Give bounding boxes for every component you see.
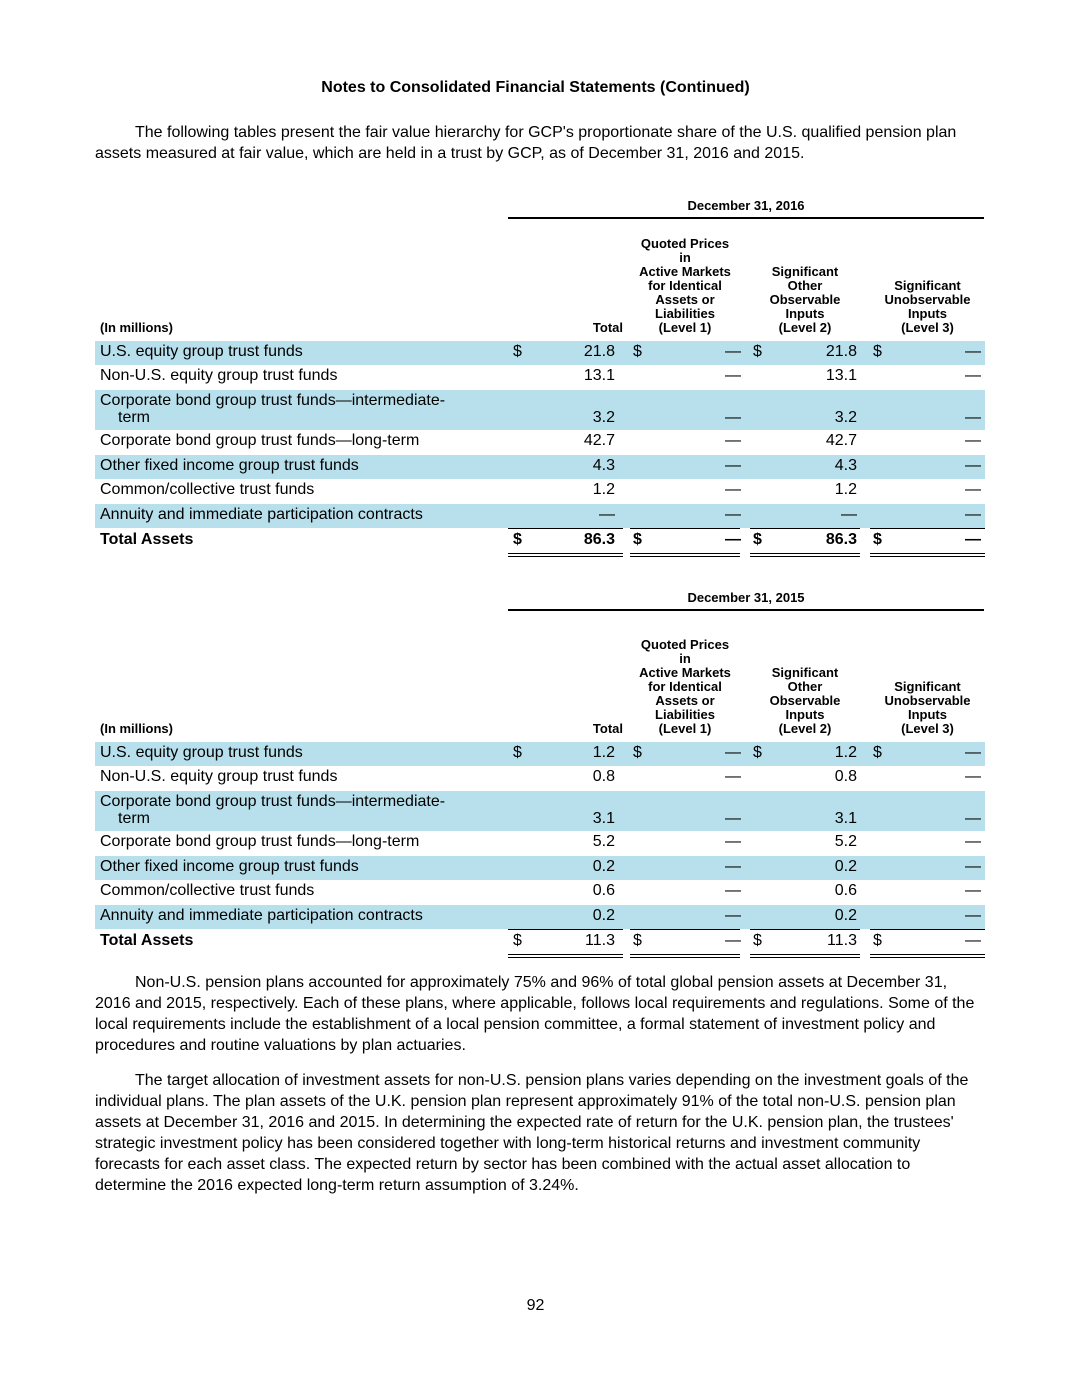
header-line: (Level 3): [901, 721, 954, 736]
subtotal-rule: [630, 528, 740, 529]
table-row: [95, 766, 985, 791]
level3-value: —: [965, 858, 981, 875]
level1-value: —: [725, 367, 741, 384]
intro-text: The following tables present the fair value hierarchy for GCP's proportionate share of the U.S. qualified pension plan assets measured at fair value, which are held in a trust by GCP, as of December 31, 2016 and 2015.: [95, 124, 957, 162]
row-label: Non-U.S. equity group trust funds: [100, 367, 338, 384]
level2-value: 1.2: [834, 481, 857, 498]
total-value: 0.2: [592, 858, 615, 875]
total-value: 13.1: [583, 367, 615, 384]
page-number: 92: [526, 1297, 545, 1314]
total-header: Total: [592, 320, 623, 335]
total-double-rule: [870, 954, 985, 958]
table-row: [95, 880, 985, 905]
dollar-sign: $: [633, 343, 642, 360]
total-value: 11.3: [585, 932, 615, 949]
level3-value: —: [965, 367, 981, 384]
level3-value: —: [965, 833, 981, 850]
total-value: 0.8: [592, 768, 615, 785]
row-label: Corporate bond group trust funds—long-term: [100, 432, 420, 449]
header-line: for Identical: [648, 278, 722, 293]
level1-value: —: [725, 744, 741, 761]
header-line: Inputs: [908, 306, 947, 321]
table-body: [95, 341, 985, 554]
level1-value: —: [725, 531, 741, 548]
dollar-sign: $: [873, 531, 882, 548]
subtotal-rule: [870, 528, 985, 529]
table-row: [95, 504, 985, 528]
table-row: [95, 856, 985, 880]
total-value: 0.6: [592, 882, 615, 899]
level2-header: [750, 265, 860, 335]
level2-value: 3.1: [834, 810, 857, 827]
table-row: [95, 742, 985, 766]
header-line: Significant: [894, 278, 961, 293]
subtotal-rule: [750, 528, 860, 529]
row-label: Other fixed income group trust funds: [100, 457, 359, 474]
target-allocation-paragraph: [95, 1070, 985, 1196]
row-label: Annuity and immediate participation contracts: [100, 506, 423, 523]
subtotal-rule: [630, 929, 740, 930]
dollar-sign: $: [633, 744, 642, 761]
subtotal-rule: [508, 929, 623, 930]
level2-header: [750, 666, 860, 736]
header-line: (Level 2): [778, 320, 832, 335]
header-line: Unobservable: [884, 292, 971, 307]
row-label: Other fixed income group trust funds: [100, 858, 359, 875]
table-row: [95, 905, 985, 929]
level1-value: —: [725, 833, 741, 850]
table-row: [95, 390, 985, 430]
header-line: Inputs: [908, 707, 947, 722]
total-value: 1.2: [592, 744, 615, 761]
units-header: (In millions): [100, 320, 173, 335]
intro-paragraph: [95, 122, 985, 164]
header-line: Inputs: [785, 306, 825, 321]
level2-value: —: [841, 506, 857, 523]
row-label: Corporate bond group trust funds—intermediate-: [100, 793, 446, 810]
level1-value: —: [725, 481, 741, 498]
level1-value: —: [725, 343, 741, 360]
level3-value: —: [965, 907, 981, 924]
level2-value: 11.3: [827, 932, 857, 949]
header-line: Active Markets: [639, 264, 731, 279]
header-line: Inputs: [785, 707, 825, 722]
total-double-rule: [508, 553, 623, 557]
dollar-sign: $: [753, 531, 762, 548]
header-line: Liabilities: [655, 707, 715, 722]
total-value: 4.3: [592, 457, 615, 474]
level2-value: 86.3: [825, 531, 857, 548]
level3-value: —: [965, 882, 981, 899]
dollar-sign: $: [633, 932, 642, 949]
non-us-plans-paragraph: [95, 972, 985, 1056]
total-value: 5.2: [592, 833, 615, 850]
total-row: [95, 528, 985, 554]
level3-value: —: [965, 506, 981, 523]
level1-value: —: [725, 932, 741, 949]
row-label: Annuity and immediate participation contracts: [100, 907, 423, 924]
header-line: Assets or: [655, 292, 715, 307]
total-header: Total: [592, 721, 623, 736]
total-value: 21.8: [583, 343, 615, 360]
total-value: 86.3: [583, 531, 615, 548]
header-line: Other: [787, 278, 823, 293]
level3-value: —: [965, 457, 981, 474]
header-line: Quoted Prices: [640, 637, 730, 652]
level2-value: 0.2: [834, 858, 857, 875]
level2-value: 0.8: [834, 768, 857, 785]
level3-value: —: [965, 744, 981, 761]
header-line: (Level 2): [778, 721, 832, 736]
level3-value: —: [965, 932, 981, 949]
total-value: —: [599, 506, 615, 523]
level1-value: —: [725, 810, 741, 827]
header-line: Observable: [769, 693, 841, 708]
level3-value: —: [965, 409, 981, 426]
level3-value: —: [965, 531, 981, 548]
level2-value: 13.1: [825, 367, 857, 384]
level3-value: —: [965, 810, 981, 827]
total-value: 1.2: [592, 481, 615, 498]
header-line: (Level 1): [658, 320, 712, 335]
table-year-header: December 31, 2015: [508, 589, 984, 611]
dollar-sign: $: [753, 932, 762, 949]
page-title: Notes to Consolidated Financial Statements (Continued): [321, 79, 750, 96]
dollar-sign: $: [873, 343, 882, 360]
row-label: Total Assets: [100, 932, 194, 949]
row-label: Total Assets: [100, 531, 194, 548]
dollar-sign: $: [513, 744, 522, 761]
row-label: U.S. equity group trust funds: [100, 343, 303, 360]
row-label: Common/collective trust funds: [100, 882, 315, 899]
header-line: Significant: [771, 665, 839, 680]
header-line: Significant: [771, 264, 839, 279]
level1-value: —: [725, 882, 741, 899]
row-label: Corporate bond group trust funds—intermediate-: [100, 392, 446, 409]
level3-header: [870, 279, 985, 335]
level1-value: —: [725, 432, 741, 449]
header-line: for Identical: [648, 679, 722, 694]
dollar-sign: $: [873, 744, 882, 761]
row-label-continued: term: [118, 810, 150, 827]
table-row: [95, 791, 985, 831]
level2-value: 5.2: [834, 833, 857, 850]
level3-value: —: [965, 343, 981, 360]
dollar-sign: $: [753, 744, 762, 761]
row-label: Non-U.S. equity group trust funds: [100, 768, 338, 785]
table-row: [95, 455, 985, 479]
subtotal-rule: [508, 528, 623, 529]
level1-header: [630, 638, 740, 736]
header-line: Quoted Prices: [640, 236, 730, 251]
header-line: Assets or: [655, 693, 715, 708]
table-row: [95, 430, 985, 455]
total-row: [95, 929, 985, 955]
header-line: Significant: [894, 679, 961, 694]
level1-value: —: [725, 409, 741, 426]
level3-value: —: [965, 481, 981, 498]
dollar-sign: $: [873, 932, 882, 949]
level2-value: 3.2: [834, 409, 857, 426]
header-line: (Level 1): [658, 721, 712, 736]
subtotal-rule: [750, 929, 860, 930]
level3-value: —: [965, 432, 981, 449]
table-row: [95, 831, 985, 856]
row-label-continued: term: [118, 409, 150, 426]
total-double-rule: [870, 553, 985, 557]
total-double-rule: [750, 954, 860, 958]
dollar-sign: $: [753, 343, 762, 360]
level2-value: 21.8: [825, 343, 857, 360]
level3-value: —: [965, 768, 981, 785]
level3-header: [870, 680, 985, 736]
units-header: (In millions): [100, 721, 173, 736]
level2-value: 42.7: [825, 432, 857, 449]
total-double-rule: [630, 553, 740, 557]
header-line: in: [679, 250, 691, 265]
table-row: [95, 479, 985, 504]
header-line: Active Markets: [639, 665, 731, 680]
level1-value: —: [725, 506, 741, 523]
header-line: in: [679, 651, 691, 666]
paragraph-text: Non-U.S. pension plans accounted for approximately 75% and 96% of total global pension assets at December 31, 2016 and 2015, respectively. Each of these plans, where applicable, follows local requirements and regulations. Some of the local requirements include the establishment of a local pension committee, a formal statement of investment policy and procedures and routine valuations by plan actuaries.: [95, 974, 975, 1054]
row-label: Common/collective trust funds: [100, 481, 315, 498]
level1-value: —: [725, 858, 741, 875]
level2-value: 4.3: [834, 457, 857, 474]
level1-value: —: [725, 768, 741, 785]
table-body: [95, 742, 985, 955]
row-label: Corporate bond group trust funds—long-term: [100, 833, 420, 850]
table-year-header: December 31, 2016: [508, 197, 984, 219]
paragraph-text: The target allocation of investment assets for non-U.S. pension plans varies depending on the investment goals of the individual plans. The plan assets of the U.K. pension plan represent approximately 91% of the total non-U.S. pension plan assets at December 31, 2016 and 2015. In determining the expected rate of return for the U.K. pension plan, the trustees' strategic investment policy has been considered together with long-term historical returns and investment community forecasts for each asset class. The expected return by sector has been combined with the actual asset allocation to determine the 2016 expected long-term return assumption of 3.24%.: [95, 1072, 969, 1194]
table-row: [95, 365, 985, 390]
level2-value: 1.2: [834, 744, 857, 761]
level1-value: —: [725, 457, 741, 474]
table-row: [95, 341, 985, 365]
total-value: 0.2: [592, 907, 615, 924]
header-line: (Level 3): [901, 320, 954, 335]
dollar-sign: $: [513, 932, 522, 949]
dollar-sign: $: [513, 531, 522, 548]
header-line: Other: [787, 679, 823, 694]
level1-header: [630, 237, 740, 335]
total-double-rule: [750, 553, 860, 557]
total-double-rule: [630, 954, 740, 958]
dollar-sign: $: [633, 531, 642, 548]
row-label: U.S. equity group trust funds: [100, 744, 303, 761]
total-double-rule: [508, 954, 623, 958]
level1-value: —: [725, 907, 741, 924]
header-line: Unobservable: [884, 693, 971, 708]
dollar-sign: $: [513, 343, 522, 360]
level2-value: 0.2: [834, 907, 857, 924]
level2-value: 0.6: [834, 882, 857, 899]
total-value: 3.2: [592, 409, 615, 426]
subtotal-rule: [870, 929, 985, 930]
header-line: Liabilities: [655, 306, 715, 321]
total-value: 3.1: [592, 810, 615, 827]
total-value: 42.7: [583, 432, 615, 449]
header-line: Observable: [769, 292, 841, 307]
